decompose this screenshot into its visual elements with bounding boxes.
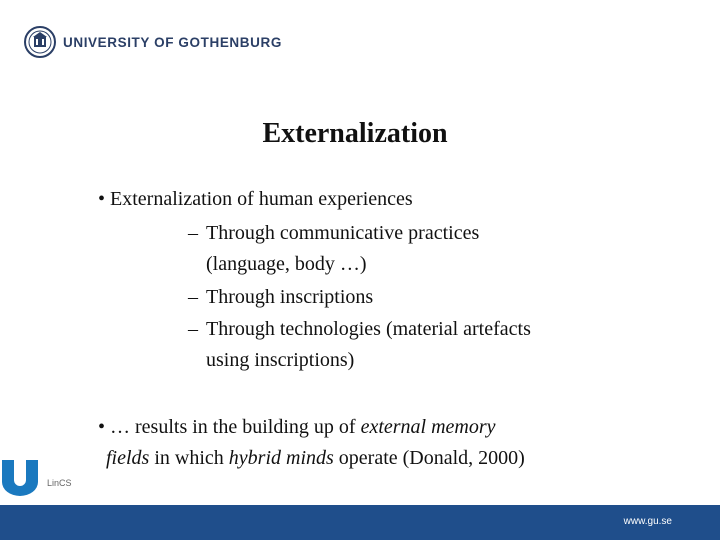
- bullet-2: • … results in the building up of external memory fields in which hybrid minds operate (Donald, 2000): [98, 416, 525, 469]
- sub-bullet-2-text: Through inscriptions: [206, 286, 374, 308]
- slide-title: Externalization: [262, 118, 448, 149]
- bullet-2-italic-fields: fields: [106, 447, 150, 469]
- university-logo: [24, 24, 282, 60]
- sub-bullet-3-line-1: Through technologies (material artefacts: [206, 318, 531, 340]
- sub-bullet-technologies: – Through technologies (material artefacts using inscriptions): [188, 318, 531, 371]
- bullet-2-italic-hybrid-minds: hybrid minds: [228, 447, 334, 469]
- bullet-2-text-b: in which: [149, 447, 229, 469]
- sub-bullet-inscriptions: – Through inscriptions: [188, 286, 374, 308]
- university-name: UNIVERSITY OF GOTHENBURG: [63, 34, 282, 50]
- lincs-label: LinCS: [47, 478, 72, 488]
- bullet-2-text-c: operate (Donald, 2000): [333, 447, 525, 469]
- bullet-2-text-a: … results in the building up of: [110, 416, 361, 438]
- sub-bullet-3-line-2: using inscriptions): [206, 349, 355, 371]
- bullet-2-italic-external-memory: external memory: [360, 416, 496, 438]
- footer-bar: [0, 505, 720, 540]
- footer-url-link[interactable]: www.gu.se: [623, 516, 672, 527]
- sub-bullet-communicative: – Through communicative practices (language, body …): [188, 222, 480, 275]
- sub-bullet-1-line-1: Through communicative practices: [206, 222, 480, 244]
- university-seal-icon: [24, 26, 56, 58]
- gu-u-logo-icon: [0, 458, 40, 498]
- sub-bullet-1-line-2: (language, body …): [206, 253, 367, 275]
- bullet-1-text: Externalization of human experiences: [110, 188, 413, 210]
- bullet-1: • Externalization of human experiences: [98, 188, 413, 210]
